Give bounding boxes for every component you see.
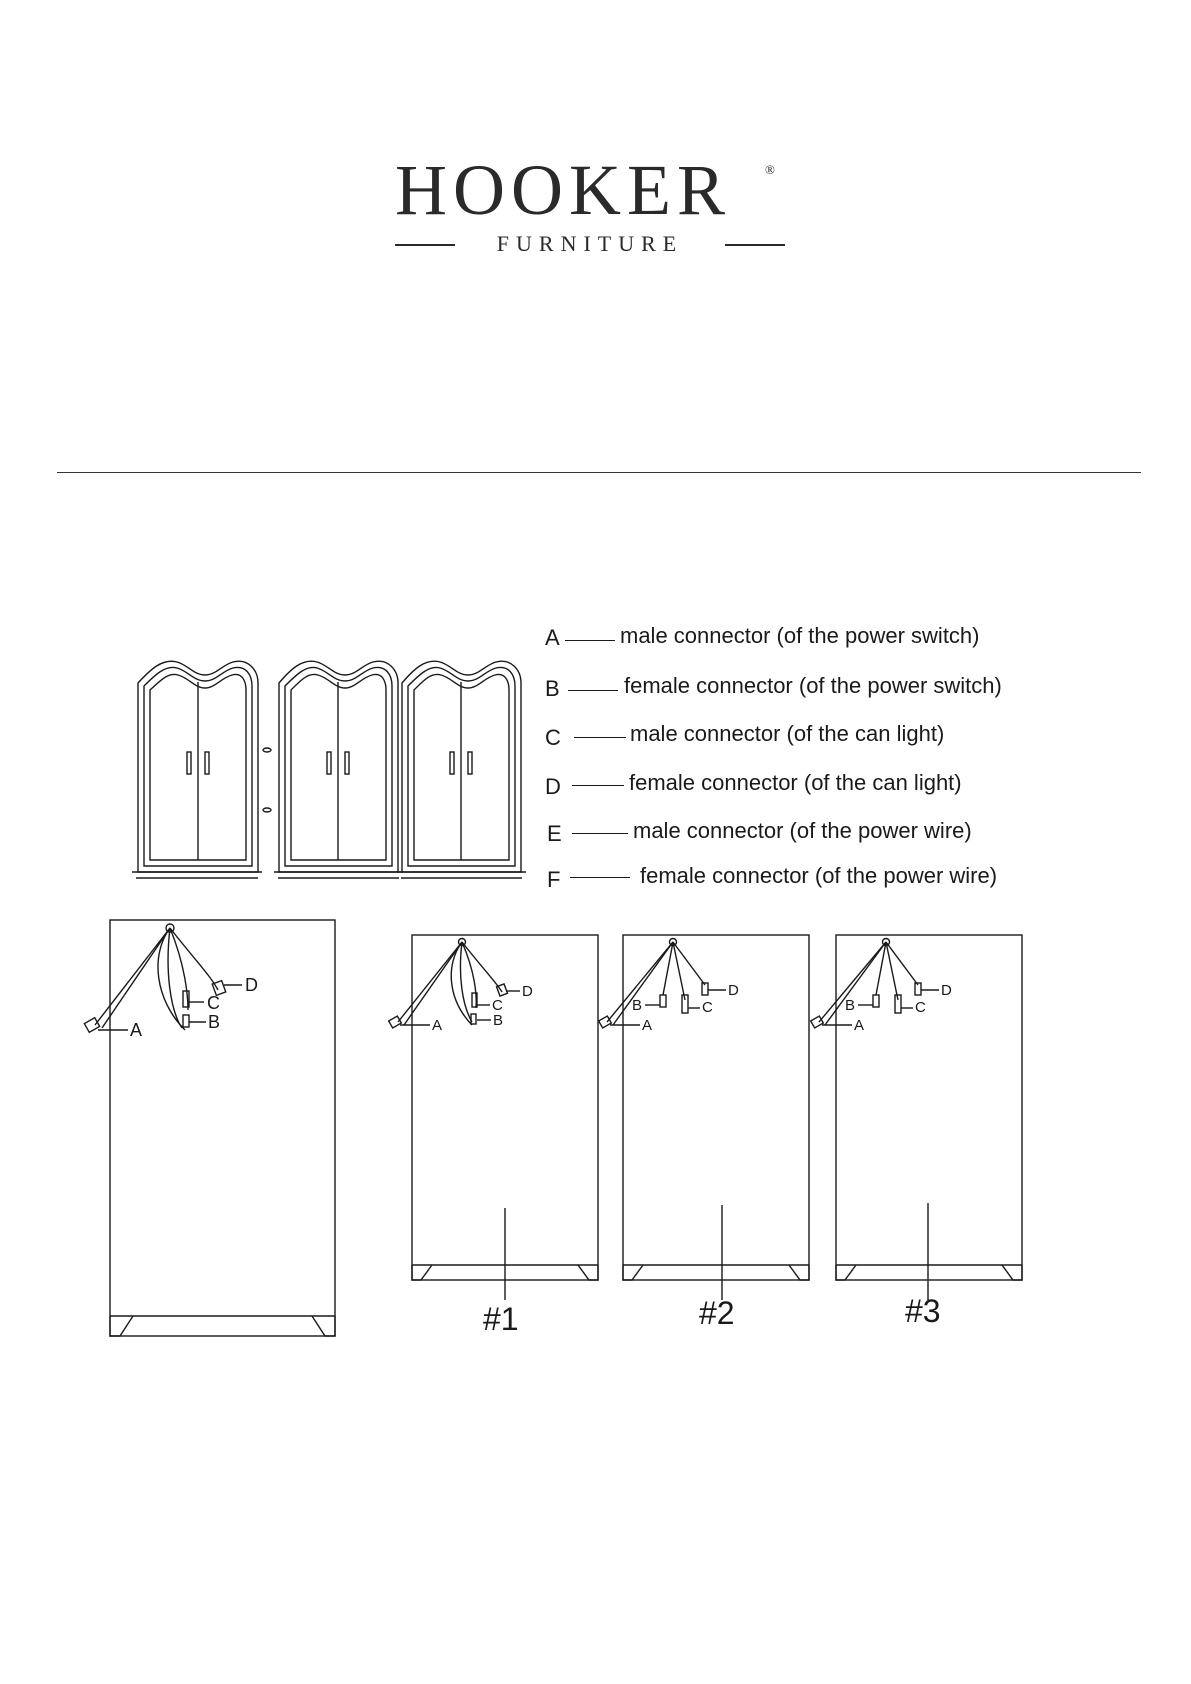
armoire-middle [274, 661, 403, 878]
unit-label-1: #1 [483, 1301, 519, 1337]
panel3-label-c: C [915, 999, 926, 1016]
unit-label-2: #2 [699, 1295, 735, 1331]
legend-letter-f: F [547, 867, 561, 892]
back-panel-3 [811, 935, 1022, 1300]
panel3-label-b: B [845, 997, 856, 1014]
large-panel-label-d: D [245, 975, 258, 995]
panel3-label-d: D [941, 982, 952, 999]
panel2-label-d: D [728, 982, 739, 999]
panel1-label-d: D [522, 983, 533, 1000]
brand-subtitle-text: FURNITURE [496, 231, 684, 256]
panel2-label-b: B [632, 997, 643, 1014]
legend-letter-d: D [545, 774, 561, 799]
panel1-label-c: C [492, 997, 503, 1014]
panel3-label-a: A [854, 1017, 865, 1034]
legend-letter-b: B [545, 676, 560, 701]
armoire-left [132, 661, 262, 878]
brand-name: HOOKER [395, 150, 731, 230]
panel1-label-b: B [493, 1012, 504, 1029]
legend-letter-a: A [545, 625, 560, 650]
hinge-upper [263, 748, 271, 752]
back-panel-large [84, 920, 335, 1336]
hinge-lower [263, 808, 271, 812]
panel2-label-a: A [642, 1017, 653, 1034]
back-panel-2 [599, 935, 809, 1300]
back-panel-1 [389, 935, 598, 1300]
armoire-right [397, 661, 526, 878]
large-panel-label-c: C [207, 993, 220, 1013]
large-panel-label-b: B [208, 1012, 221, 1032]
legend-text-b: female connector (of the power switch) [624, 673, 1002, 698]
panel1-label-a: A [432, 1017, 443, 1034]
legend-text-a: male connector (of the power switch) [620, 623, 980, 648]
panel2-label-c: C [702, 999, 713, 1016]
registered-mark: ® [765, 162, 775, 177]
legend-letter-c: C [545, 725, 561, 750]
legend-text-c: male connector (of the can light) [630, 721, 945, 746]
large-panel-label-a: A [130, 1020, 143, 1040]
unit-label-3: #3 [905, 1293, 941, 1329]
legend-text-d: female connector (of the can light) [629, 770, 962, 795]
legend-text-f: female connector (of the power wire) [640, 863, 998, 888]
legend-letter-e: E [547, 821, 562, 846]
legend-text-e: male connector (of the power wire) [633, 818, 972, 843]
